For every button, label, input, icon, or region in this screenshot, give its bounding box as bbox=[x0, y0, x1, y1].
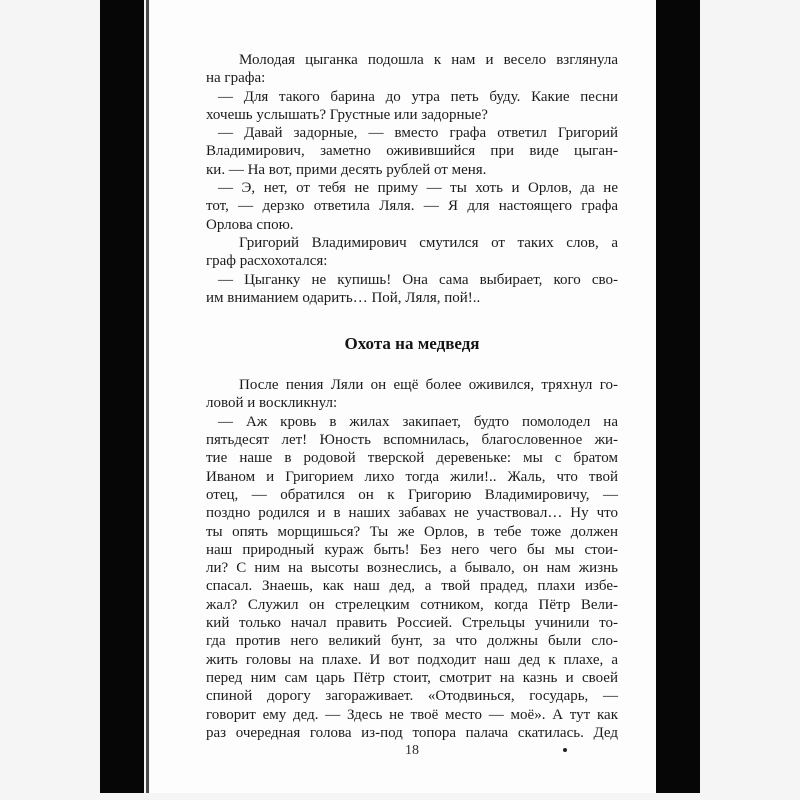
printers-mark-dot bbox=[563, 748, 567, 752]
text-line: ки. — На вот, прими десять рублей от меня. bbox=[206, 161, 487, 178]
text-line: ли? С ним на высоты вознеслись, а бывало, он нам жизнь bbox=[206, 560, 618, 577]
page-edge-shadow-line bbox=[146, 0, 149, 793]
text-line: — Для такого барина до утра петь буду. Какие песни bbox=[218, 88, 618, 105]
text-line: жить головы на плахе. И вот подходит наш дед к плахе, а bbox=[206, 651, 618, 668]
text-line: перед ним сам царь Пётр стоит, смотрит на казнь и своей bbox=[206, 669, 618, 686]
text-line: тот, — дерзко ответила Ляля. — Я для настоящего графа bbox=[206, 198, 618, 215]
page-number: 18 bbox=[405, 743, 419, 759]
text-line: Молодая цыганка подошла к нам и весело взглянула bbox=[239, 52, 618, 68]
text-line: — Аж кровь в жилах закипает, будто помолодел на bbox=[218, 413, 618, 430]
chapter-heading: Охота на медведя bbox=[344, 334, 480, 354]
text-line: Григорий Владимирович смутился от таких слов, а bbox=[239, 234, 618, 251]
text-line: поздно родился и в наших забавах не участвовал… Ну что bbox=[206, 505, 618, 522]
text-line: Иваном и Григорием лихо тогда жили!.. Жаль, что твой bbox=[206, 468, 618, 485]
text-line: говорит ему дед. — Здесь не твоё место — моё». А тут как bbox=[206, 706, 618, 723]
text-section-2 bbox=[206, 376, 618, 742]
text-line: им вниманием одарить… Пой, Ляля, пой!.. bbox=[206, 289, 481, 306]
text-line: ловой и воскликнул: bbox=[206, 395, 338, 412]
text-line: спасал. Знаешь, как наш дед, а твой прадед, плахи избе- bbox=[206, 578, 618, 595]
text-line: раз очередная голова из-под топора палача скатилась. Дед bbox=[206, 724, 618, 741]
text-line: кий только начал править Россией. Стрельцы учинили то- bbox=[206, 615, 618, 632]
text-line: — Цыганку не купишь! Она сама выбирает, кого сво- bbox=[218, 271, 618, 288]
text-line: ты опять морщишься? Ты же Орлов, в тебе тоже должен bbox=[206, 523, 618, 540]
text-line: — Давай задорные, — вместо графа ответил Григорий bbox=[218, 125, 618, 142]
text-line: гда против него великий бунт, за что должны были сло- bbox=[206, 633, 618, 650]
text-line: на графа: bbox=[206, 70, 266, 87]
left-scan-edge-bar bbox=[100, 0, 144, 793]
text-line: После пения Ляли он ещё более оживился, тряхнул го- bbox=[239, 377, 618, 394]
text-line: хочешь услышать? Грустные или задорные? bbox=[206, 106, 488, 123]
text-line: — Э, нет, от тебя не приму — ты хоть и Орлов, да не bbox=[218, 180, 618, 197]
text-line: отец, — обратился он к Григорию Владимировичу, — bbox=[206, 486, 618, 503]
right-scan-edge-bar bbox=[656, 0, 700, 793]
text-block bbox=[206, 51, 618, 760]
text-line: спиной дорогу загораживает. «Отодвинься, государь, — bbox=[206, 688, 618, 705]
text-line: пятьдесят лет! Юность вспомнилась, благословенное жи- bbox=[206, 432, 618, 449]
text-section-1 bbox=[206, 51, 618, 307]
text-line: Владимирович, заметно оживившийся при виде цыган- bbox=[206, 143, 618, 160]
text-line: Орлова спою. bbox=[206, 216, 294, 233]
text-line: жал? Служил он стрелецким сотником, когда Пётр Вели- bbox=[206, 596, 618, 613]
text-line: граф расхохотался: bbox=[206, 253, 328, 270]
text-line: наш природный кураж быть! Без него чего бы мы стои- bbox=[206, 541, 618, 558]
text-line: тие наше в родовой тверской деревеньке: мы с братом bbox=[206, 450, 618, 467]
